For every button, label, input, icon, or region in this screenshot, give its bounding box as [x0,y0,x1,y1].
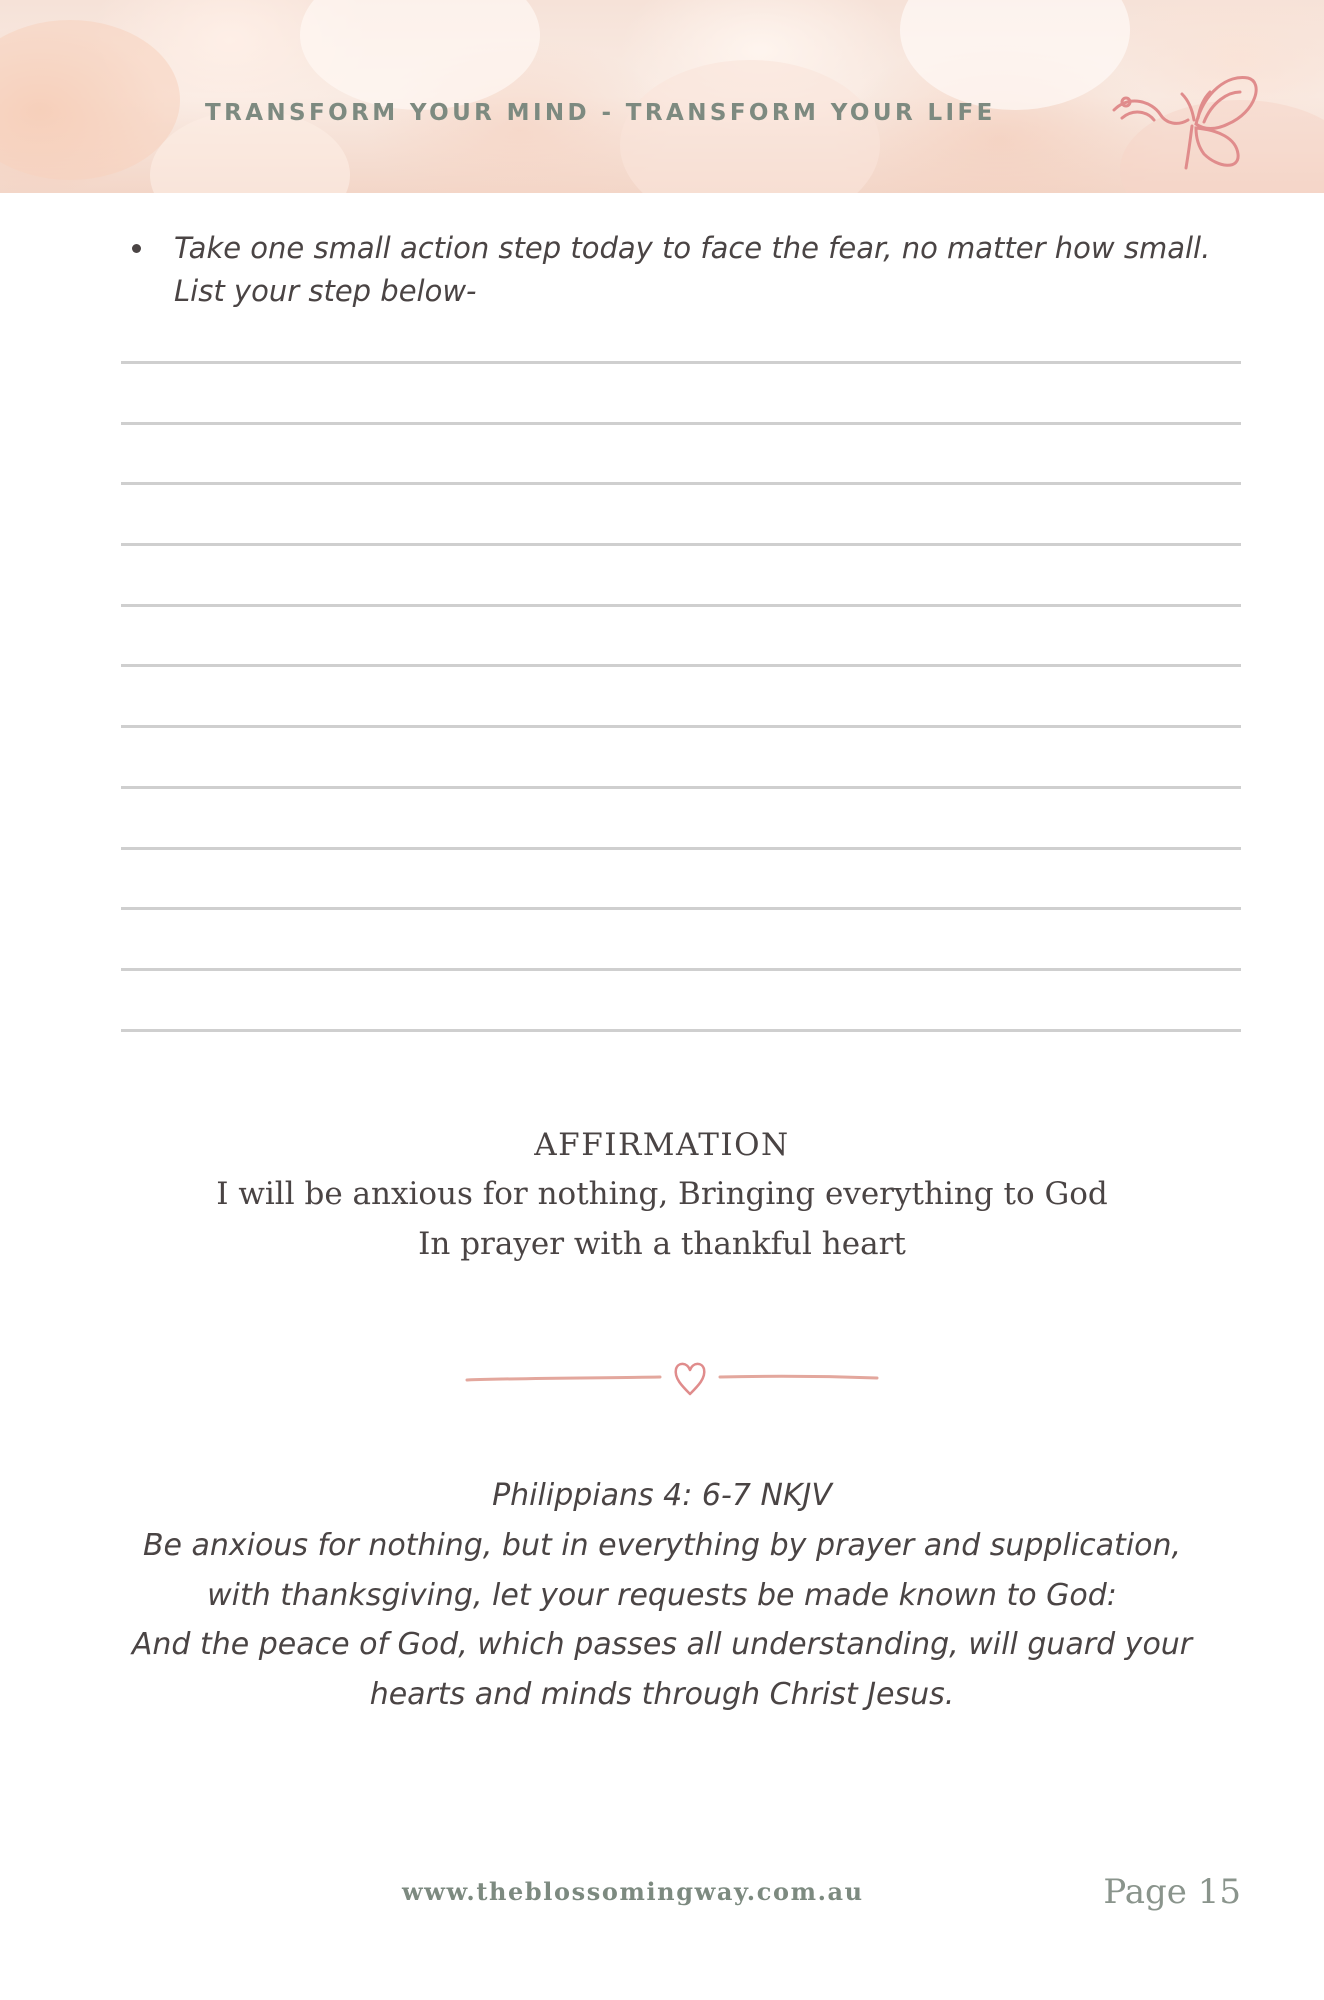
writing-line[interactable] [121,907,1241,910]
affirmation-line-1: I will be anxious for nothing, Bringing everything to God [216,1176,1108,1212]
scripture-line-4: hearts and minds through Christ Jesus. [369,1677,955,1712]
divider-line-left [467,1377,660,1380]
header-title: TRANSFORM YOUR MIND - TRANSFORM YOUR LIFE [205,100,996,126]
prompt-line-1: Take one small action step today to face the fear, no matter how small. [174,231,1211,265]
writing-lines[interactable] [121,361,1241,1089]
scripture-line-2: with thanksgiving, let your requests be made known to God: [207,1578,1117,1613]
butterfly-icon [1108,72,1264,176]
divider-line-right [720,1376,877,1378]
page-number: Page 15 [1103,1872,1241,1912]
writing-line[interactable] [121,725,1241,728]
footer-website: www.theblossomingway.com.au [402,1877,864,1906]
bullet-dot [132,244,141,253]
affirmation-title: AFFIRMATION [534,1127,790,1163]
petal-decoration [900,0,1130,110]
writing-line[interactable] [121,786,1241,789]
heart-divider [462,1358,882,1400]
writing-line[interactable] [121,543,1241,546]
writing-line[interactable] [121,422,1241,425]
writing-line[interactable] [121,604,1241,607]
prompt-text [174,227,1254,313]
writing-line[interactable] [121,1029,1241,1032]
writing-line[interactable] [121,968,1241,971]
writing-line[interactable] [121,664,1241,667]
scripture-line-3: And the peace of God, which passes all understanding, will guard your [131,1627,1193,1662]
scripture-line-1: Be anxious for nothing, but in everything by prayer and supplication, [142,1528,1182,1563]
writing-line[interactable] [121,361,1241,364]
petal-decoration [300,0,540,110]
writing-line[interactable] [121,482,1241,485]
petal-decoration [620,60,880,193]
heart-icon [676,1364,705,1394]
scripture-reference: Philippians 4: 6-7 NKJV [492,1478,832,1513]
header-banner [0,0,1324,193]
writing-line[interactable] [121,847,1241,850]
affirmation-line-2: In prayer with a thankful heart [418,1226,906,1262]
prompt-line-2: List your step below- [174,274,477,308]
